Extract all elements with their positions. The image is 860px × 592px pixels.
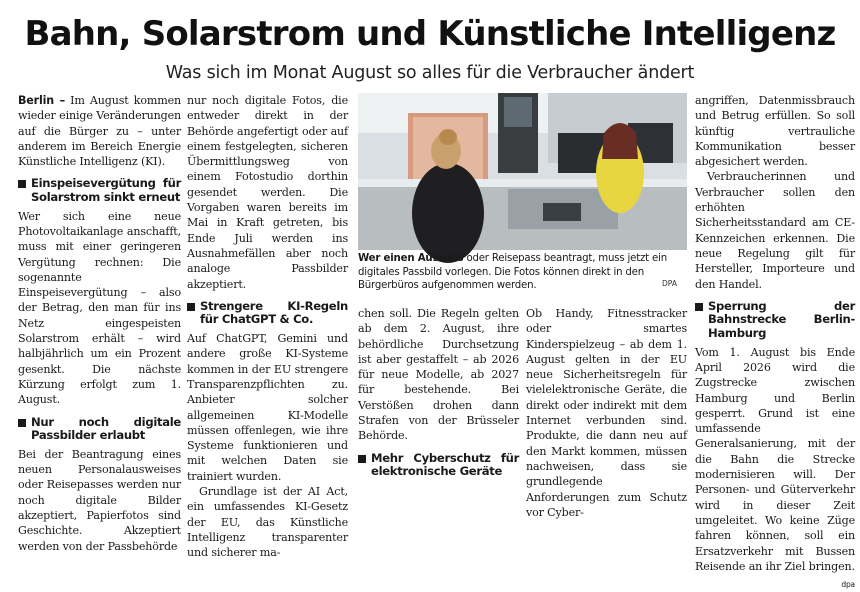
section-heading-ki-text: Strengere KI-Regeln für ChatGPT & Co. xyxy=(200,298,348,327)
subheadline: Was sich im Monat August so alles für die Verbraucher ändert xyxy=(165,63,695,83)
section-heading-ki xyxy=(187,300,348,327)
column-4 xyxy=(526,306,687,520)
section-heading-passbild xyxy=(18,416,181,443)
square-bullet-icon xyxy=(358,455,366,463)
paragraph-cyber: Ob Handy, Fitnesstracker oder smartes Kinderspielzeug – ab dem 1. August gelten in der EU neue Sicherheitsregeln für vielelektronische Geräte, die direkt oder indirekt mit dem Internet verbunden sind. Produkte, die dann neu auf den Markt kommen, müssen nachweisen, dass sie grundlegende Anforderungen zum Schutz vor Cyber- xyxy=(526,307,687,519)
section-heading-bahn-text: Sperrung der Bahnstrecke Berlin-Hamburg xyxy=(708,298,855,341)
section-heading-cyber-text: Mehr Cyberschutz für elektronische Geräte xyxy=(371,450,519,479)
square-bullet-icon xyxy=(18,419,26,427)
dateline: Berlin – xyxy=(18,94,65,107)
paragraph-bahn xyxy=(695,345,855,590)
column-5 xyxy=(695,93,855,592)
paragraph-solar: Wer sich eine neue Photovoltaikanlage anschafft, muss mit einer geringeren Vergütung rechnen: Die sogenannte Einspeisevergütung – also der Betrag, den man für ins Netz eingespeisten Solarstrom erhält – wird halbjährlich um ein Prozent gesenkt. Die nächste Kürzung erfolgt zum 1. August. xyxy=(18,209,181,407)
square-bullet-icon xyxy=(695,303,703,311)
intro-paragraph xyxy=(18,93,181,169)
paragraph-passbild-cont: nur noch digitale Fotos, die entweder direkt in der Behörde angefertigt oder auf einem festgelegten, sicheren Übermittlungsweg von einem Fotostudio dorthin gesendet werden. Die Vorgaben waren bereits im Mai in Kraft getreten, bis Ende Juli werden ins Ausnahmefällen aber noch analoge Passbilder akzeptiert. xyxy=(187,94,348,291)
section-heading-solar xyxy=(18,177,181,204)
paragraph-passbild: Bei der Beantragung eines neuen Personalausweises oder Reisepasses werden nur noch digitale Bilder akzeptiert, Papierfotos sind Geschichte. Akzeptiert werden von der Passbehörde xyxy=(18,447,181,553)
paragraph-ki-cont: chen soll. Die Regeln gelten ab dem 2. August, ihre behördliche Durchsetzung ist aber gestaffelt – ab 2026 für neue Modelle, ab 2027 für bestehende. Bei Verstößen drohen dann Strafen von der Brüsseler Behörde. xyxy=(358,307,519,443)
square-bullet-icon xyxy=(187,303,195,311)
column-2 xyxy=(187,93,348,561)
section-heading-solar-text: Einspeisevergütung für Solarstrom sinkt erneut xyxy=(31,176,181,205)
article-credit: dpa xyxy=(841,580,855,590)
paragraph-cyber-cont: angriffen, Datenmissbrauch und Betrug erfüllen. So soll künftig vertrauliche Kommunikation besser abgesichert werden. xyxy=(695,94,855,169)
paragraph-ce: Verbraucherinnen und Verbraucher sollen den erhöhten Sicherheitsstandard am CE-Kennzeichen erkennen. Die neue Regelung gilt für Hersteller, Importeure und den Handel. xyxy=(695,170,855,291)
paragraph-ki: Auf ChatGPT, Gemini und andere große KI-Systeme kommen in der EU strengere Transparenzpflichten zu. Anbieter solcher allgemeinen KI-Modelle müssen offenlegen, wie ihre Systeme funktionieren und mit welchen Daten sie trainiert wurden. xyxy=(187,332,348,483)
paragraph-ai-act: Grundlage ist der AI Act, ein umfassendes KI-Gesetz der EU, das Künstliche Intelligenz transparenter und sicherer ma- xyxy=(187,485,348,560)
office-photo-illustration xyxy=(358,93,687,250)
column-1 xyxy=(18,93,181,554)
photo-caption xyxy=(358,252,687,293)
section-heading-bahn xyxy=(695,300,855,341)
paragraph-bahn-text: Vom 1. August bis Ende April 2026 wird die Zugstrecke zwischen Hamburg und Berlin gesperrt. Grund ist eine umfassende Generalsanierung, mit der die Bahn die Strecke modernisieren will. Der Personen- und Güterverkehr wird in dieser Zeit umgeleitet. Wo keine Züge fahren können, soll ein Ersatzverkehr mit Bussen Reisende an ihr Ziel bringen. xyxy=(695,345,855,573)
intro-text: Im August kommen wieder einige Veränderungen auf die Bürger zu – unter anderem im Bereich Energie Künstliche Intelligenz (KI). xyxy=(18,94,181,169)
office-photo xyxy=(358,93,687,250)
section-heading-passbild-text: Nur noch digitale Passbilder erlaubt xyxy=(31,414,181,443)
column-3 xyxy=(358,306,519,483)
caption-lead: Wer einen Ausweis xyxy=(358,253,464,264)
headline: Bahn, Solarstrom und Künstliche Intelligenz xyxy=(24,14,836,54)
photo-credit: DPA xyxy=(662,279,677,288)
square-bullet-icon xyxy=(18,180,26,188)
section-heading-cyber xyxy=(358,452,519,479)
caption-text: oder Reisepass beantragt, muss jetzt ein digitales Passbild vorlegen. Die Fotos können direkt in den Bürgerbüros aufgenommen werden. xyxy=(358,253,667,291)
